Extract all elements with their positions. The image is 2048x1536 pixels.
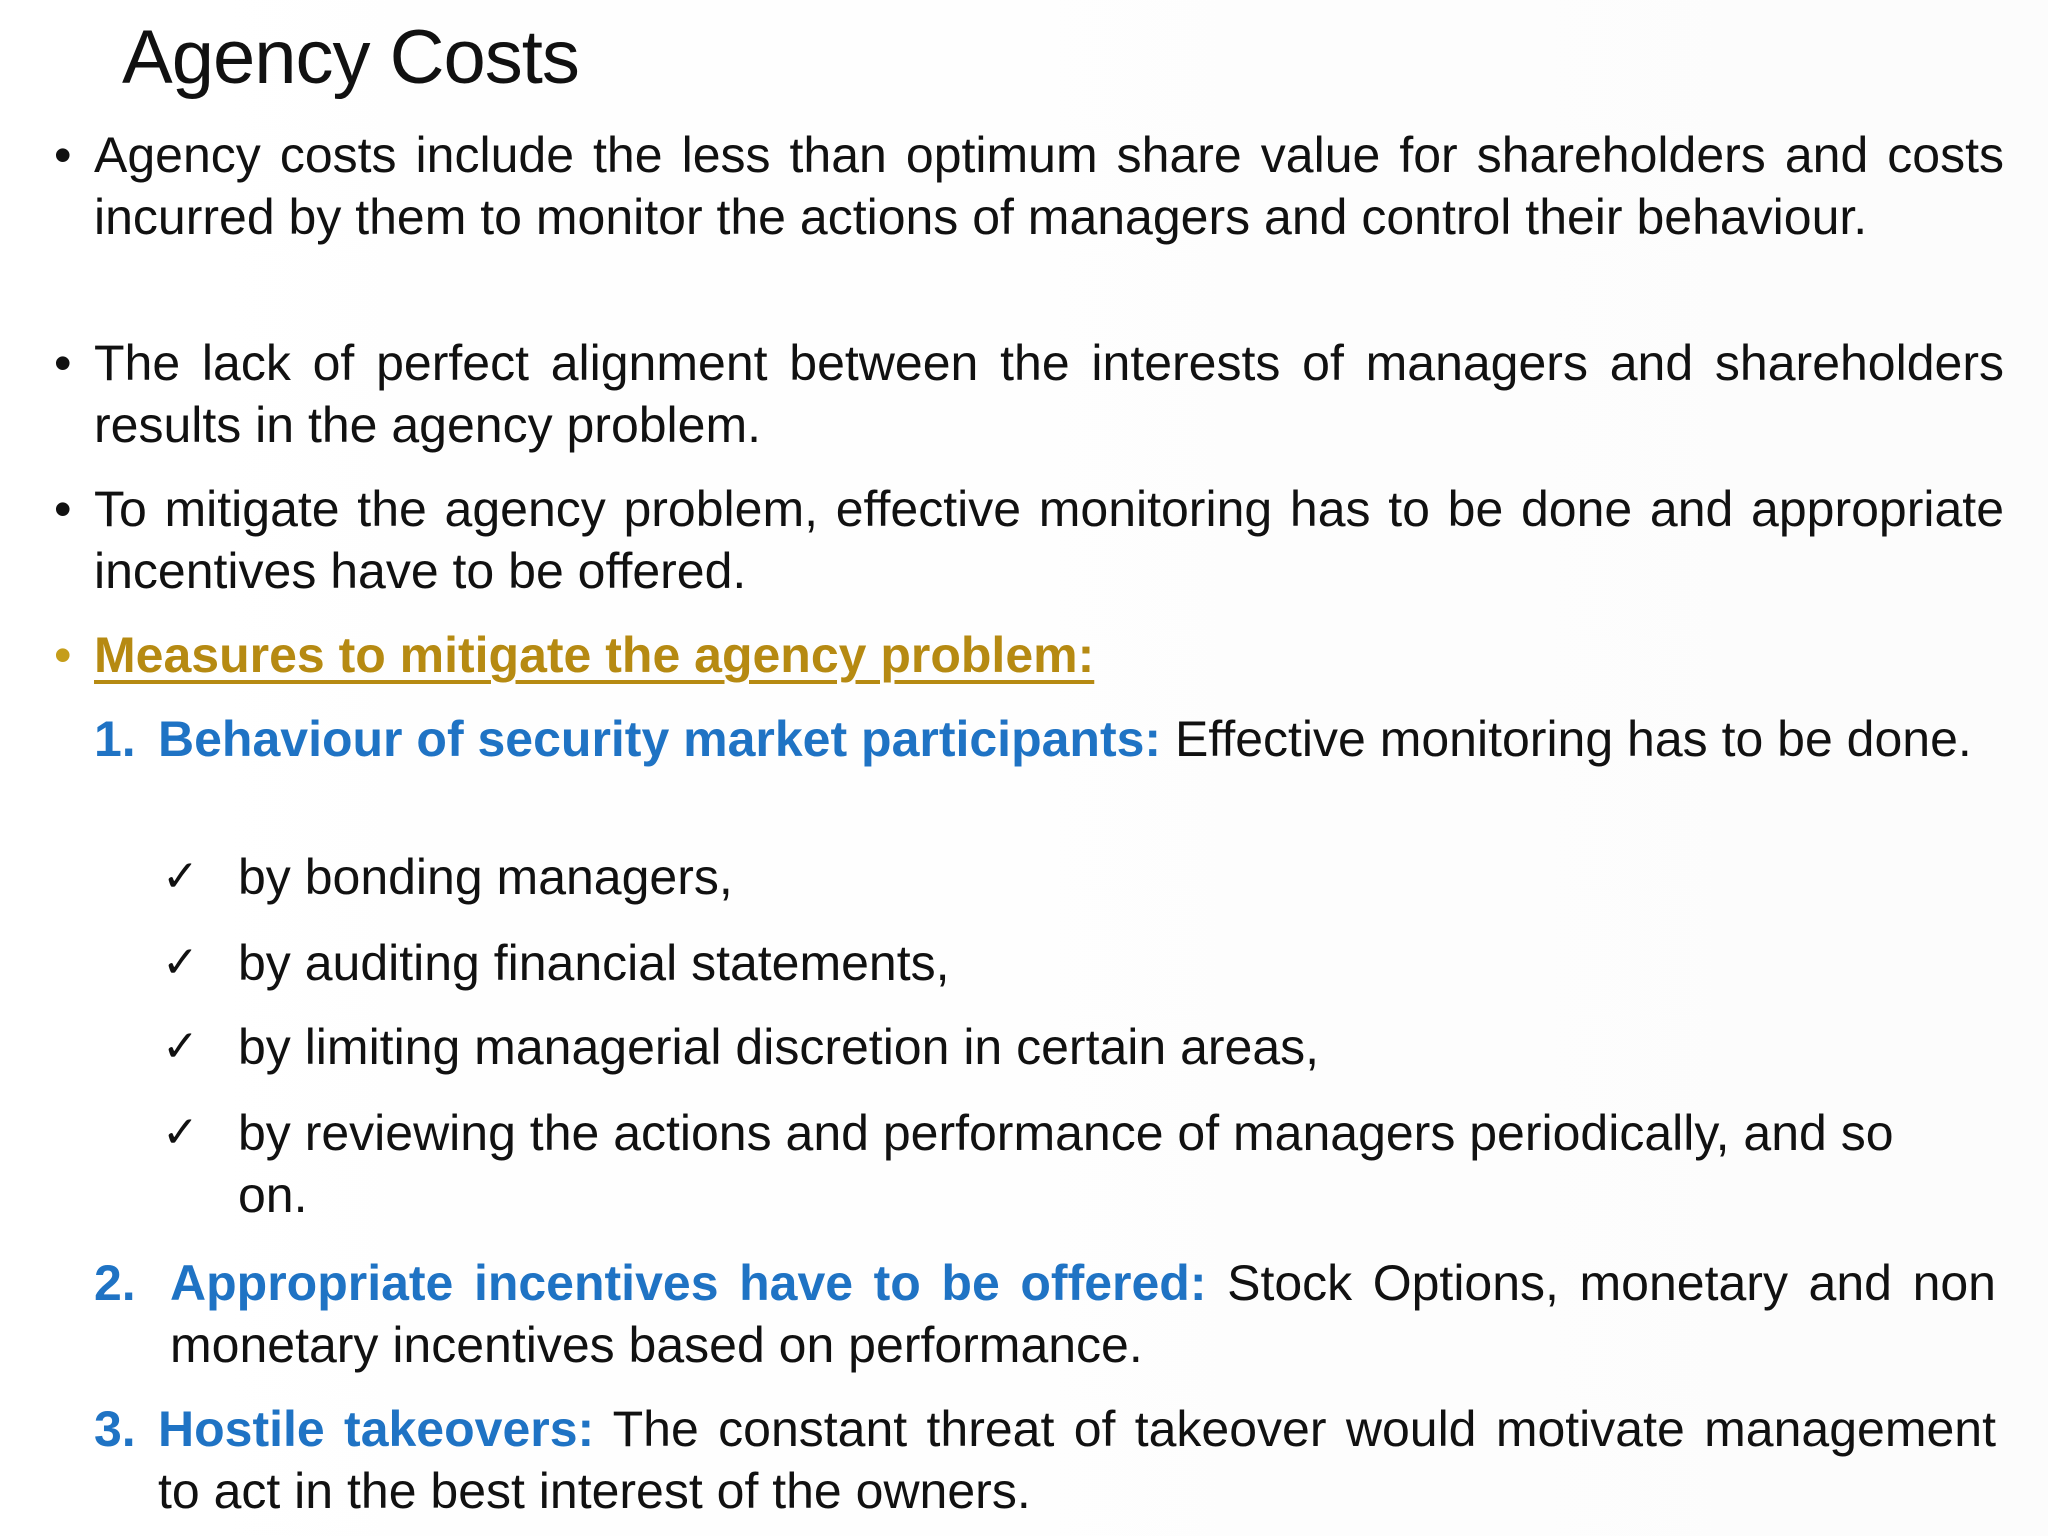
measure-number: 3. bbox=[94, 1401, 136, 1457]
bullet-dot-icon: • bbox=[54, 481, 72, 537]
bullet-text: The lack of perfect alignment between the interests of managers and shareholders results in the agency problem. bbox=[94, 335, 2004, 453]
checklist-text: by reviewing the actions and performance of managers periodically, and so on. bbox=[238, 1105, 1894, 1223]
bullet-agency-costs bbox=[54, 124, 2004, 310]
checklist-item bbox=[162, 846, 2012, 908]
checklist-text: by limiting managerial discretion in certain areas, bbox=[238, 1019, 1320, 1075]
checkmark-icon: ✓ bbox=[162, 938, 199, 987]
bullet-dot-icon: • bbox=[54, 127, 72, 183]
measure-body: Stock Options, monetary and non monetary incentives based on performance. bbox=[170, 1255, 1996, 1373]
checkmark-icon: ✓ bbox=[162, 852, 199, 901]
checkmark-icon: ✓ bbox=[162, 1022, 199, 1071]
bullet-dot-icon: • bbox=[54, 627, 72, 683]
measure-text bbox=[170, 1252, 1996, 1376]
checklist-item bbox=[162, 1102, 2012, 1226]
bullet-dot-icon: • bbox=[54, 335, 72, 391]
measure-heading: Hostile takeovers: bbox=[158, 1401, 595, 1457]
measures-heading: Measures to mitigate the agency problem: bbox=[94, 627, 1095, 683]
checklist-text: by bonding managers, bbox=[238, 849, 733, 905]
measure-body: Effective monitoring has to be done. bbox=[1174, 711, 1972, 767]
bullet-alignment bbox=[54, 332, 2004, 456]
bullet-mitigation bbox=[54, 478, 2004, 602]
measure-heading: Behaviour of security market participants: bbox=[158, 711, 1162, 767]
measure-text bbox=[158, 1398, 1996, 1522]
measure-heading: Appropriate incentives have to be offered: bbox=[170, 1255, 1207, 1311]
checkmark-icon: ✓ bbox=[162, 1108, 199, 1157]
bullet-text: Agency costs include the less than optimum share value for shareholders and costs incurred by them to monitor the actions of managers and control their behaviour. bbox=[94, 127, 2004, 245]
measure-text bbox=[158, 708, 1996, 770]
slide-title: Agency Costs bbox=[122, 15, 579, 100]
measure-number: 1. bbox=[94, 711, 136, 767]
bullet-text: To mitigate the agency problem, effective monitoring has to be done and appropriate incentives have to be offered. bbox=[94, 481, 2004, 599]
bullet-measures-heading bbox=[54, 624, 2004, 686]
checklist-item bbox=[162, 932, 2012, 994]
measure-number: 2. bbox=[94, 1255, 136, 1311]
measure-body: The constant threat of takeover would motivate management to act in the best interest of the owners. bbox=[158, 1401, 1996, 1519]
checklist-text: by auditing financial statements, bbox=[238, 935, 950, 991]
checklist-item bbox=[162, 1016, 2012, 1078]
